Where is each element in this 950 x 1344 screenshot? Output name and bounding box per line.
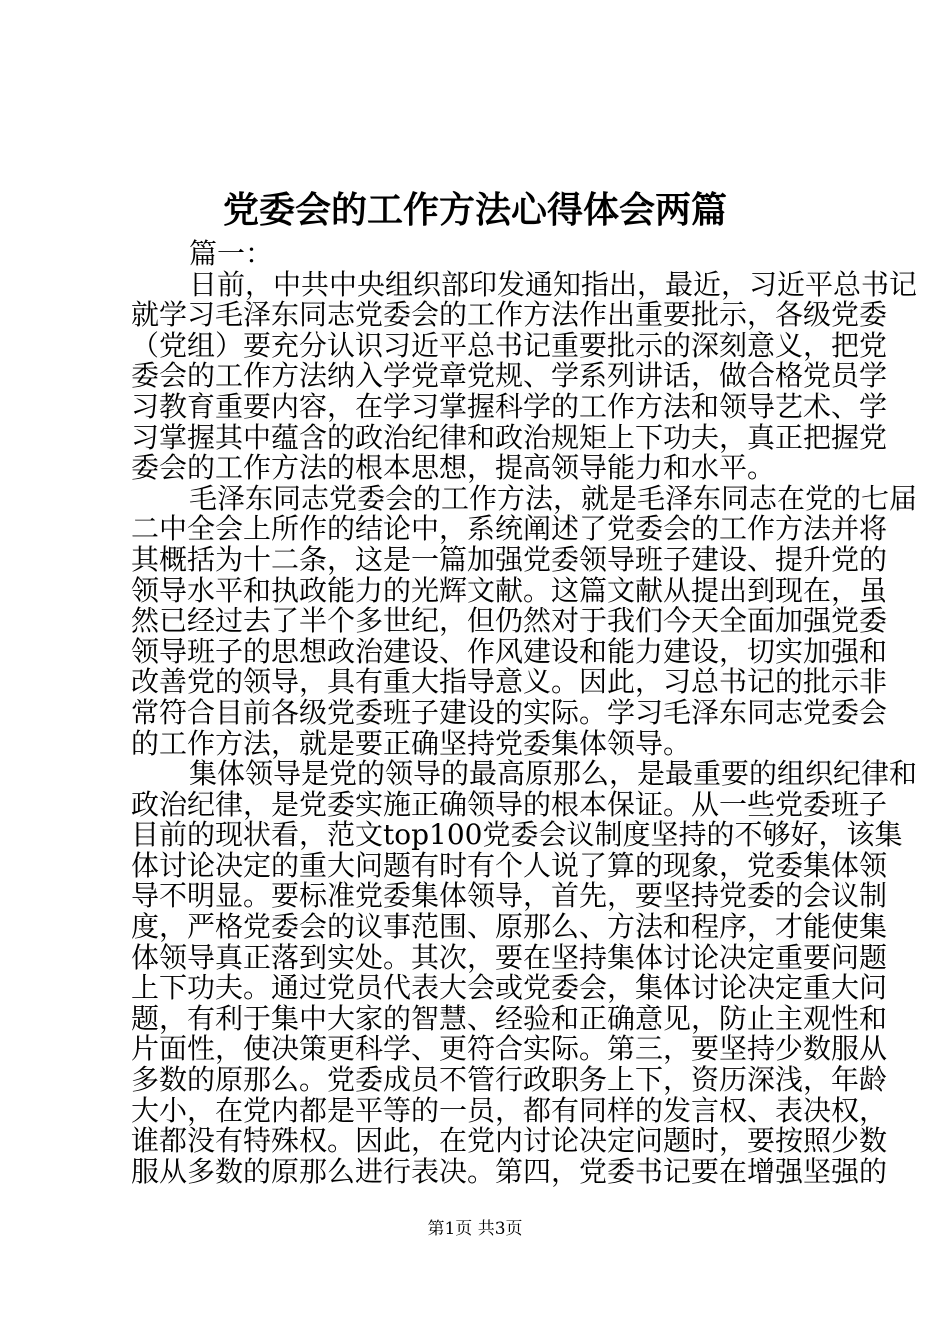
paragraph-line: 领导水平和执政能力的光辉文献。这篇文献从提出到现在，虽 [131,573,888,607]
paragraph-line: （党组）要充分认识习近平总书记重要批示的深刻意义，把党 [131,328,888,362]
paragraph-line: 委会的工作方法的根本思想，提高领导能力和水平。 [131,451,776,485]
paragraph-line: 题，有利于集中大家的智慧、经验和正确意见，防止主观性和 [131,1001,888,1035]
section-heading: 篇一： [189,237,274,270]
paragraph-line: 委会的工作方法纳入学党章党规、学系列讲话，做合格党员学 [131,359,888,393]
paragraph-line: 二中全会上所作的结论中，系统阐述了党委会的工作方法并将 [131,512,888,546]
paragraph-line: 体领导真正落到实处。其次，要在坚持集体讨论决定重要问题 [131,940,888,974]
paragraph-line: 其概括为十二条，这是一篇加强党委领导班子建设、提升党的 [131,542,888,576]
paragraph [131,757,918,1188]
page-footer: 第1页 共3页 [427,1219,523,1239]
paragraph-line: 谁都没有特殊权。因此，在党内讨论决定问题时，要按照少数 [131,1124,888,1158]
paragraph-line: 大小，在党内都是平等的一员，都有同样的发言权、表决权， [131,1093,888,1127]
paragraph-line: 集体领导是党的领导的最高原那么，是最重要的组织纪律和 [189,757,918,791]
document-title: 党委会的工作方法心得体会两篇 [222,189,727,231]
paragraph-line: 度，严格党委会的议事范围、原那么、方法和程序，才能使集 [131,910,888,944]
paragraph-line: 领导班子的思想政治建设、作风建设和能力建设，切实加强和 [131,634,888,668]
paragraph-line: 导不明显。要标准党委集体领导，首先，要坚持党委的会议制 [131,879,888,913]
paragraph-line: 服从多数的原那么进行表决。第四，党委书记要在增强坚强的 [131,1154,888,1188]
paragraph-line: 毛泽东同志党委会的工作方法，就是毛泽东同志在党的七届 [189,481,918,515]
paragraph-line: 改善党的领导，具有重大指导意义。因此，习总书记的批示非 [131,665,888,699]
paragraph-line: 目前的现状看，范文top100党委会议制度坚持的不够好，该集 [131,818,903,852]
paragraph-line: 的工作方法，就是要正确坚持党委集体领导。 [131,726,692,760]
paragraph-line: 体讨论决定的重大问题有时有个人说了算的现象，党委集体领 [131,848,888,882]
paragraph-line: 就学习毛泽东同志党委会的工作方法作出重要批示，各级党委 [131,298,888,332]
paragraph-line: 习掌握其中蕴含的政治纪律和政治规矩上下功夫，真正把握党 [131,420,888,454]
paragraph [131,267,918,485]
paragraph [131,481,918,760]
paragraph-line: 常符合目前各级党委班子建设的实际。学习毛泽东同志党委会 [131,695,888,729]
paragraph-line: 日前，中共中央组织部印发通知指出，最近，习近平总书记 [189,267,918,301]
paragraph-line: 然已经过去了半个多世纪，但仍然对于我们今天全面加强党委 [131,604,888,638]
paragraph-line: 片面性，使决策更科学、更符合实际。第三，要坚持少数服从 [131,1032,888,1066]
paragraph-line: 多数的原那么。党委成员不管行政职务上下，资历深浅，年龄 [131,1063,888,1097]
paragraph-line: 习教育重要内容，在学习掌握科学的工作方法和领导艺术、学 [131,389,888,423]
document-body [131,237,918,1188]
paragraph-line: 上下功夫。通过党员代表大会或党委会，集体讨论决定重大问 [131,971,888,1005]
paragraph-line: 政治纪律，是党委实施正确领导的根本保证。从一些党委班子 [131,787,888,821]
